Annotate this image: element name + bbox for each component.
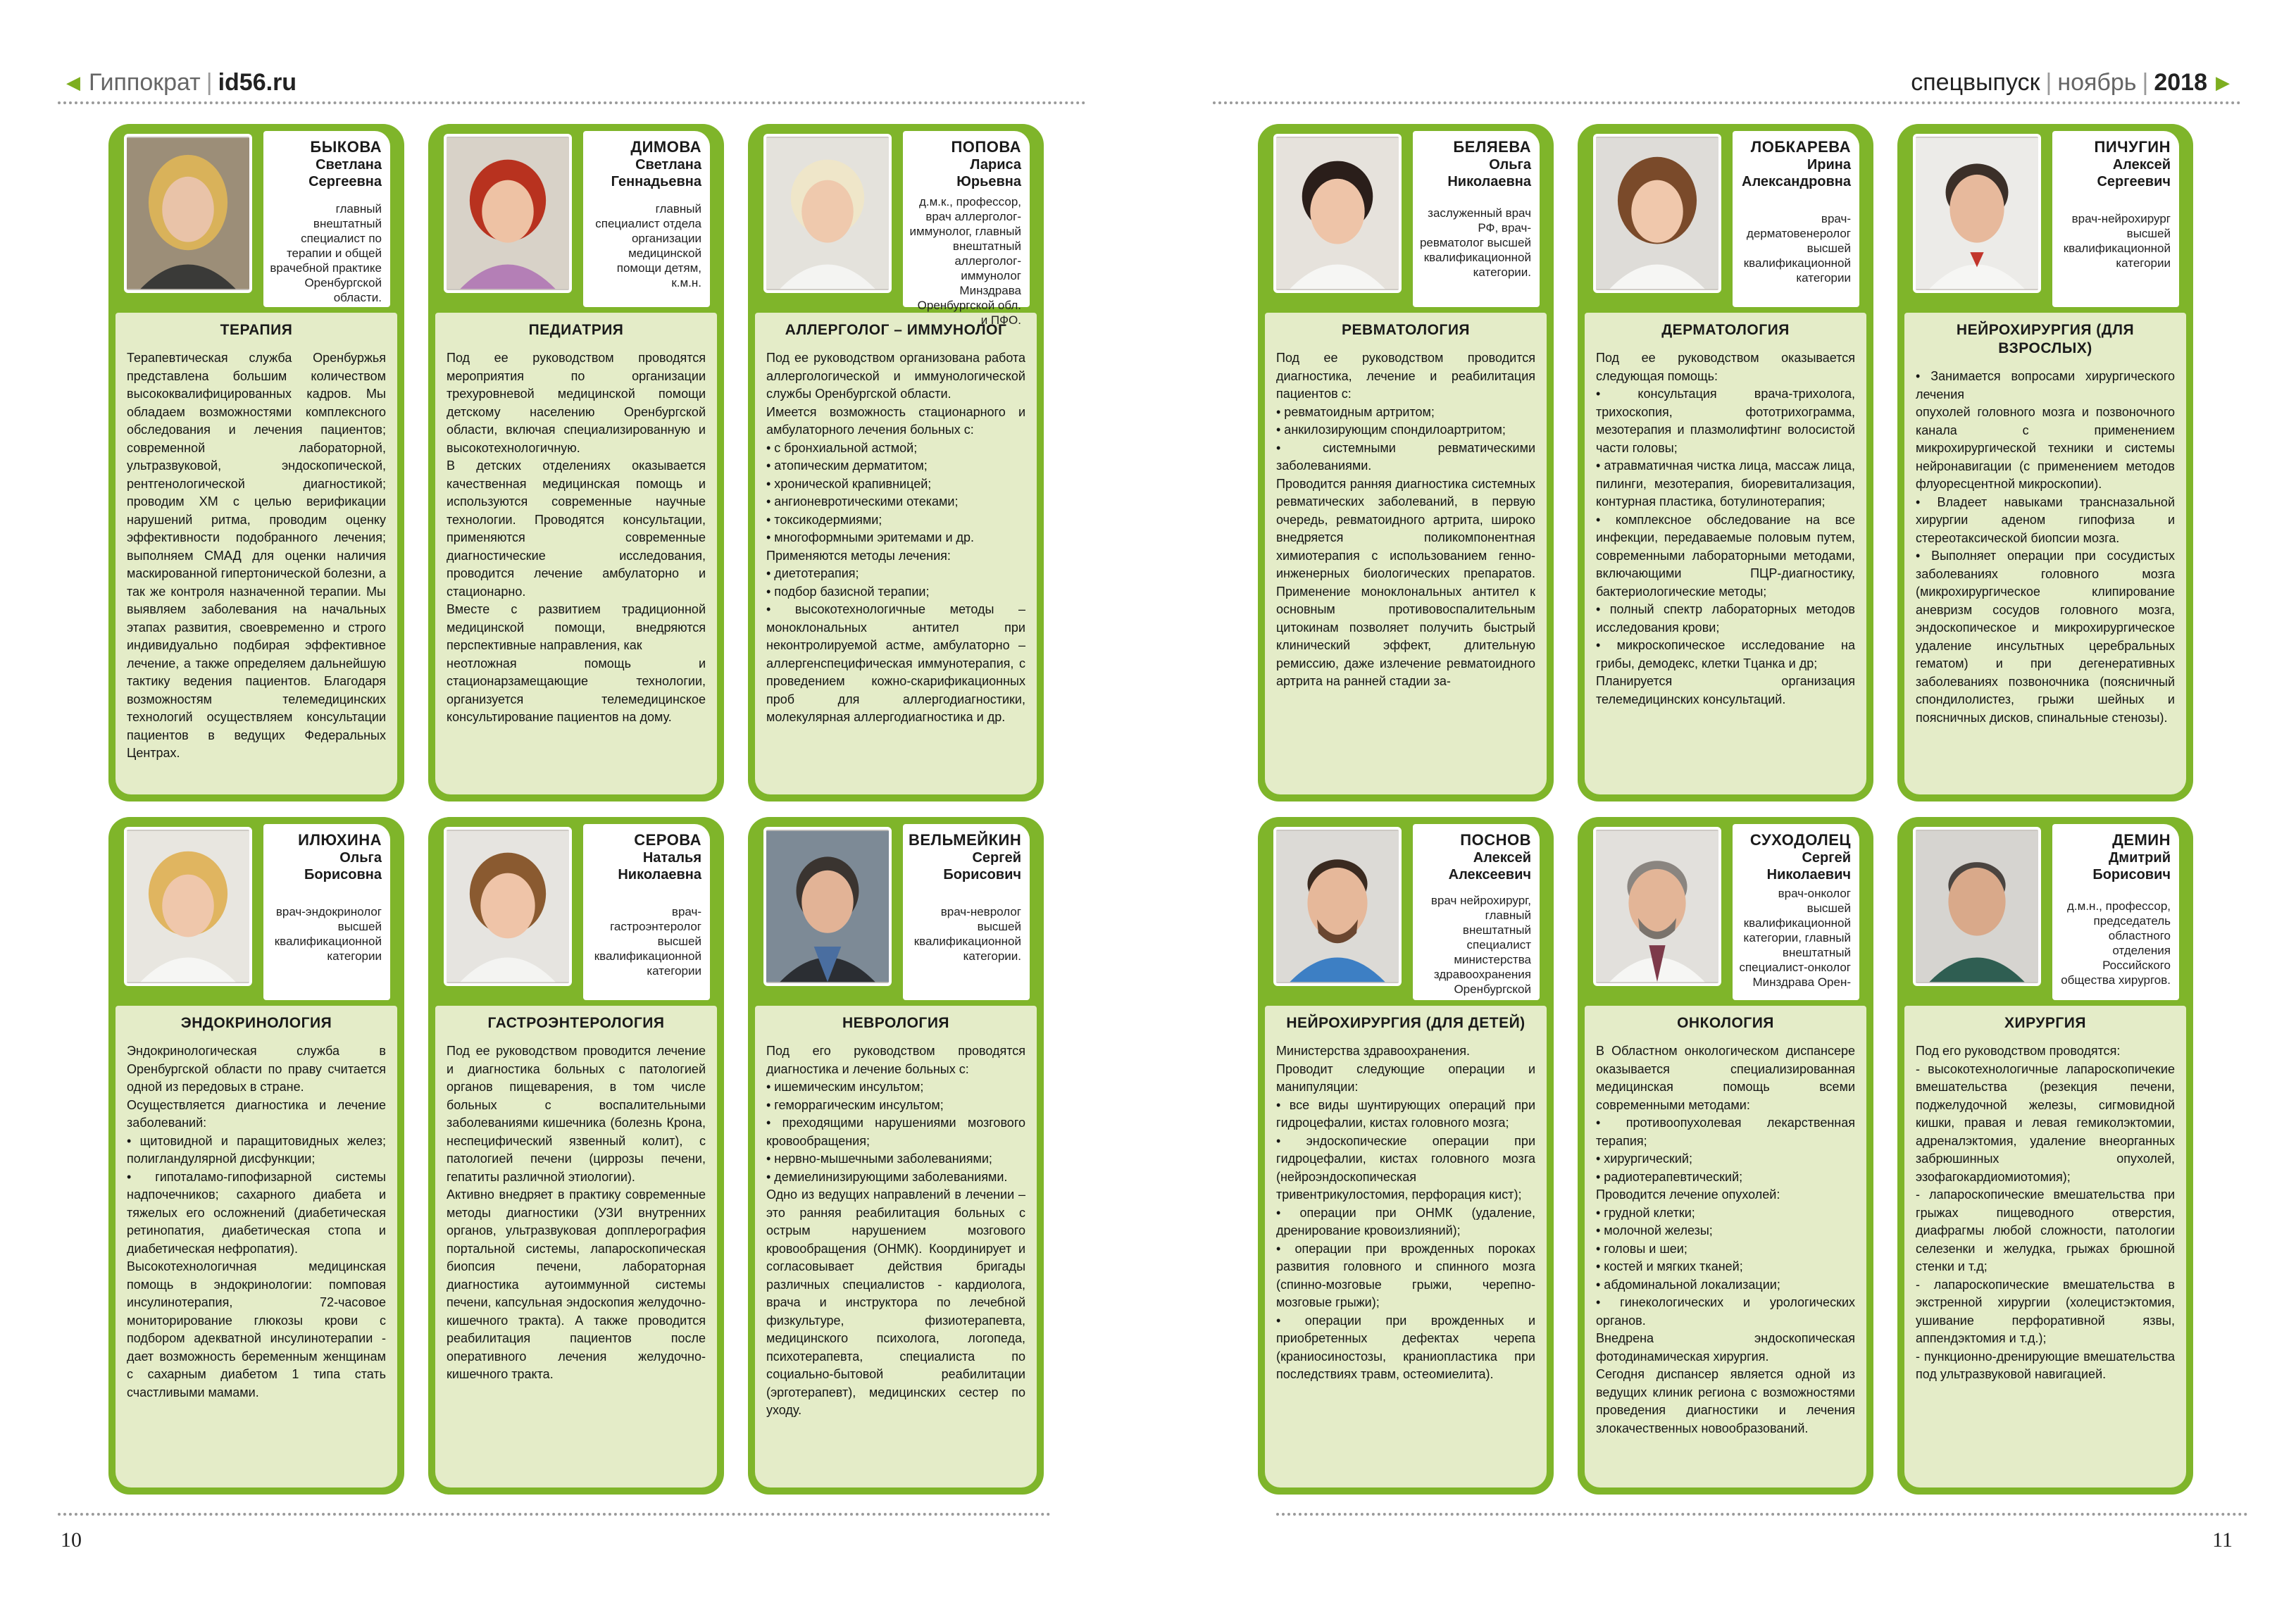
specialty-title: НЕВРОЛОГИЯ	[842, 1015, 950, 1031]
issue-label: спецвыпуск	[1911, 68, 2040, 96]
right-header	[1911, 65, 2238, 100]
doctor-photo	[124, 827, 252, 986]
specialty-title: ХИРУРГИЯ	[2004, 1015, 2086, 1031]
doctor-card	[748, 817, 1044, 1495]
doctor-surname: ВЕЛЬМЕЙКИН	[909, 831, 1022, 849]
specialty-title: ТЕРАПИЯ	[220, 322, 293, 338]
doctor-photo	[1913, 134, 2041, 293]
card-body	[1265, 1006, 1547, 1487]
bottom-dotted-rule	[58, 1513, 1051, 1516]
card-body	[116, 313, 397, 794]
portrait-icon	[1276, 137, 1399, 290]
doctor-name: Лариса	[970, 157, 1021, 173]
card-header	[1585, 817, 1866, 1006]
doctor-card	[428, 817, 724, 1495]
card-body	[435, 1006, 717, 1487]
specialty-text: • Занимается вопросами хирургического лечения опухолей головного мозга и позвоночного канала с применением микрохирургической техники и системы нейронавигации (с применением методов флуоресцентной микроскопии). • Владеет навыками трансназальной хирургии аденом гипофиза и стереотаксической биопсии мозга. • Выполняет операции при сосудистых заболеваниях головного мозга (микрохирургическое клипирование аневризм сосудов головного мозга, эндоскопическое и микрохирургическое удаление инсультных церебральных гематом) и при дегенеративных заболеваниях позвоночника (поясничный спондилолистез, грыжи шейных и поясничных дисков, спинальные стенозы).	[1916, 369, 2175, 725]
header-separator: |	[206, 68, 213, 96]
doctor-card	[1258, 124, 1554, 802]
doctor-surname: ЛОБКАРЕВА	[1750, 138, 1851, 156]
doctor-card	[1897, 817, 2193, 1495]
specialty-text: Эндокринологическая служба в Оренбургской области по праву считается одной из передовых в стране. Осуществляется диагностика и лечение заболеваний: • щитовидной и паращитовидных желез; полигландулярной дисфункции; • гипоталамо-гипофизарной системы надпочечников; сахарного диабета и тяжелых его осложнений (диабетическая ретинопатия, диабетическая стопа и диабетическая нефропатия). Высокотехнологичная медицинская помощь в эндокринологии: помповая инсулинотерапия, 72-часовое мониторирование глюкозы крови с подбором адекватной инсулинотерапии - дает возможность беременным женщинам с сахарным диабетом 1 типа стать счастливыми мамами.	[127, 1044, 386, 1399]
specialty-text: Под ее руководством проводятся мероприятия по организации трехуровневой медицинской помощи детскому населению Оренбургской области, включая специализированную и высокотехнологичную. В детских отделениях оказывается качественная медицинская помощь и используются современные научные технологии. Проводятся консультации, применяются современные диагностические исследования, проводится лечение амбулаторно и стационарно. Вместе с развитием традиционной медицинской помощи, внедряются перспективные направления, как неотложная помощь и стационарзамещающие технологии, организуется телемедицинское консультирование пациентов на дому.	[447, 351, 706, 724]
doctor-name: Ольга	[1489, 157, 1531, 173]
doctor-info	[903, 824, 1030, 1000]
top-dotted-rule	[58, 101, 1086, 104]
doctor-name: Алексей	[2112, 157, 2171, 173]
doctor-photo	[1593, 134, 1721, 293]
doctor-patronymic: Сергеевич	[2097, 174, 2171, 189]
doctor-role: врач-гастроэнтеролог высшей квалификационной категории	[594, 905, 701, 978]
doctor-info	[1733, 824, 1859, 1000]
doctor-role: главный внештатный специалист по терапии и общей врачебной практике Оренбургской области.	[270, 202, 382, 304]
doctor-info	[583, 824, 710, 1000]
doctor-role: врач-невролог высшей квалификационной категории.	[913, 905, 1021, 963]
doctor-info	[2052, 824, 2179, 1000]
card-body	[1585, 313, 1866, 794]
doctor-role: врач-нейрохирург высшей квалификационной категории	[2063, 212, 2171, 270]
doctor-patronymic: Юрьевна	[956, 174, 1021, 189]
doctor-surname: БЫКОВА	[310, 138, 382, 156]
doctor-patronymic: Алексеевич	[1448, 867, 1531, 882]
portrait-icon	[1276, 830, 1399, 983]
doctor-surname: ПОПОВА	[951, 138, 1021, 156]
doctor-photo	[444, 827, 572, 986]
doctor-info	[263, 824, 390, 1000]
doctor-photo	[1273, 134, 1402, 293]
specialty-title: РЕВМАТОЛОГИЯ	[1341, 322, 1471, 338]
doctor-role: д.м.н., профессор, председатель областного отделения Российского общества хирургов.	[2061, 899, 2171, 987]
card-header	[1585, 124, 1866, 313]
card-header	[1904, 124, 2186, 313]
doctor-role: д.м.к., профессор, врач аллерголог-иммунолог, главный внештатный аллерголог-иммунолог Минздрава Оренбургской обл. и ПФО.	[909, 195, 1021, 327]
doctor-name: Дмитрий	[2109, 850, 2171, 866]
card-body	[435, 313, 717, 794]
doctor-role: врач нейрохирург, главный внештатный специалист министерства здравоохранения Оренбургской	[1430, 894, 1531, 996]
card-body	[116, 1006, 397, 1487]
portrait-icon	[1596, 137, 1718, 290]
doctor-photo	[124, 134, 252, 293]
doctor-photo	[1273, 827, 1402, 986]
issue-year: 2018	[2154, 68, 2207, 96]
doctor-info	[1413, 131, 1540, 307]
page-number: 11	[2212, 1528, 2233, 1552]
specialty-title: НЕЙРОХИРУРГИЯ (ДЛЯ ВЗРОСЛЫХ)	[1956, 322, 2135, 356]
card-body	[1265, 313, 1547, 794]
doctor-patronymic: Борисовна	[304, 867, 382, 882]
portrait-icon	[1916, 137, 2038, 290]
portrait-icon	[766, 137, 889, 290]
doctor-role: заслуженный врач РФ, врач-ревматолог высшей квалификационной категории.	[1419, 206, 1531, 279]
doctor-role: врач-онколог высшей квалификационной категории, главный внештатный специалист-онколог Минздрава Орен-	[1739, 887, 1851, 989]
issue-month: ноябрь	[2057, 68, 2137, 96]
doctor-card	[108, 817, 404, 1495]
card-header	[755, 817, 1037, 1006]
doctor-name: Светлана	[316, 157, 382, 173]
doctor-photo	[763, 134, 892, 293]
card-header	[755, 124, 1037, 327]
card-body	[755, 313, 1037, 794]
card-body	[1904, 313, 2186, 794]
doctor-info	[263, 131, 390, 307]
brand-name: Гиппократ	[89, 68, 201, 96]
doctor-role: главный специалист отдела организации медицинской помощи детям, к.м.н.	[595, 202, 701, 289]
doctor-card	[1578, 124, 1873, 802]
portrait-icon	[447, 830, 569, 983]
doctor-surname: СУХОДОЛЕЦ	[1749, 831, 1851, 849]
specialty-title: ПЕДИАТРИЯ	[528, 322, 624, 338]
specialty-title: ГАСТРОЭНТЕРОЛОГИЯ	[487, 1015, 665, 1031]
page-number: 10	[61, 1528, 82, 1552]
specialty-title: АЛЛЕРГОЛОГ – ИММУНОЛОГ	[785, 322, 1007, 338]
doctor-patronymic: Николаевна	[1447, 174, 1531, 189]
specialty-title: ЭНДОКРИНОЛОГИЯ	[180, 1015, 332, 1031]
doctor-info	[1413, 824, 1540, 1000]
card-header	[435, 124, 717, 313]
doctor-surname: БЕЛЯЕВА	[1453, 138, 1531, 156]
portrait-icon	[447, 137, 569, 290]
doctor-role: врач-дерматовенеролог высшей квалификационной категории	[1743, 212, 1851, 285]
arrow-right-icon[interactable]: ▶	[2216, 71, 2230, 93]
card-header	[435, 817, 717, 1006]
doctor-name: Ольга	[339, 850, 382, 866]
doctor-name: Светлана	[635, 157, 701, 173]
doctor-role: врач-эндокринолог высшей квалификационной категории	[274, 905, 382, 963]
right-page	[1148, 0, 2296, 1603]
specialty-text: В Областном онкологическом диспансере оказывается специализированная медицинская помощь всеми современными методами: • противоопухолевая лекарственная терапия; • хирургический; • радиотерапевтический; Проводится лечение опухолей: • грудной клетки; • молочной железы; • головы и шеи; • костей и мягких тканей; • абдоминальной локализации; • гинекологических и урологических органов. Внедрена эндоскопическая фотодинамическая хирургия. Сегодня диспансер является одной из ведущих клиник региона с возможностями проведения диагностики и лечения злокачественных новообразований.	[1596, 1044, 1855, 1435]
specialty-text: Под ее руководством проводится диагностика, лечение и реабилитация пациентов с: • ревматоидным артритом; • анкилозирующим спондилоартритом; • системными ревматическими заболеваниями. Проводится ранняя диагностика системных ревматических заболеваний, в первую очередь, ревматоидного артрита, широко внедряется поликомпонентная химиотерапия с использованием генно-инженерных биологических препаратов. Применение моноклональных антител к основным противовоспалительным цитокинам позволяет получить быстрый клинический эффект, длительную ремиссию, даже излечение ревматоидного артрита на ранней стадии за-	[1276, 351, 1535, 688]
site-name[interactable]: id56.ru	[218, 68, 297, 96]
specialty-text: Под ее руководством организована работа аллергологической и иммунологической службы Оренбургской области. Имеется возможность стационарного и амбулаторного лечения больных с: • с бронхиальной астмой; • атопическим дерматитом; • хронической крапивницей; • ангионевротическими отеками; • токсикодермиями; • многоформными эритемами и др. Применяются методы лечения: • диетотерапия; • подбор базисной терапии; • высокотехнологичные методы – моноклональных антител при неконтролируемой астме, амбулаторно – аллергенспецифическая иммунотерапия, с проведением кожно-скарификационных проб для аллергодиагностики, молекулярная аллергодиагностика и др.	[766, 351, 1025, 724]
doctor-info	[903, 131, 1030, 327]
doctor-card	[1897, 124, 2193, 802]
card-header	[116, 124, 397, 313]
doctor-card	[428, 124, 724, 802]
card-body	[755, 1006, 1037, 1487]
doctor-surname: ПОСНОВ	[1460, 831, 1531, 849]
specialty-text: Под ее руководством оказывается следующая помощь: • консультация врача-трихолога, трихоскопия, фототрихограмма, мезотерапия и плазмолифтинг волосистой части головы; • атравматичная чистка лица, массаж лица, пилинги, мезотерапия, биоревитализация, контурная пластика, ботулинотерапия; • комплексное обследование на все инфекции, передаваемые половым путем, современными лабораторными методами, включающими ПЦР-диагностику, бактериологические методы; • полный спектр лабораторных методов исследования крови; • микроскопическое исследование на грибы, демодекс, клетки Тцанка и др; Планируется организация телемедицинских консультаций.	[1596, 351, 1855, 706]
specialty-title: ОНКОЛОГИЯ	[1677, 1015, 1774, 1031]
specialty-title: ДЕРМАТОЛОГИЯ	[1661, 322, 1790, 338]
doctor-patronymic: Борисович	[2092, 867, 2171, 882]
card-header	[1265, 817, 1547, 1006]
left-header	[58, 65, 297, 100]
card-header	[116, 817, 397, 1006]
doctor-surname: ДИМОВА	[630, 138, 701, 156]
card-header	[1904, 817, 2186, 1006]
portrait-icon	[127, 137, 249, 290]
specialty-title: НЕЙРОХИРУРГИЯ (ДЛЯ ДЕТЕЙ)	[1286, 1015, 1526, 1031]
specialty-text: Под его руководством проводятся: - высокотехнологичные лапароскопичекие вмешательства (резекция печени, поджелудочной железы, сигмовидной кишки, правая и левая гемиколэктомии, адреналэктомия, удаление внеорганных забрюшинных опухолей, эзофагокардиомиотомия); - лапароскопические вмешательства при грыжах пищеводного отверстия, диафрагмы любой сложности, патологии селезенки и желудка, грыжах брюшной стенки и т.д; - лапароскопические вмешательства в экстренной хирургии (холецистэктомия, ушивание перфоративной язвы, аппендэктомия и т.д.); - пункционно-дренирующие вмешательства под ультразвуковой навигацией.	[1916, 1044, 2175, 1381]
doctor-surname: ДЕМИН	[2112, 831, 2171, 849]
portrait-icon	[766, 830, 889, 983]
doctor-surname: ПИЧУГИН	[2094, 138, 2171, 156]
header-separator: |	[2045, 68, 2052, 96]
card-header	[1265, 124, 1547, 313]
specialty-text: Терапевтическая служба Оренбуржья представлена большим количеством высококвалифицированных кадров. Мы обладаем возможностями комплексного обследования и лечения пациентов; современной лабораторной, ультразвуковой, эндоскопической, рентгенологической диагностикой; проводим ХМ с целью верификации нарушений ритма, проводим оценку эффективности подобранного лечения; выполняем СМАД для оценки наличия маскированной гипертонической болезни, а так же контроля назначенной терапии. Мы выявляем заболевания на начальных этапах развития, своевременно и строго индивидуально подбирая эффективное лечение, а также определяем дальнейшую тактику ведения пациентов. Благодаря возможностям телемедицинских технологий осуществляем консультации пациентов в ведущих Федеральных Центрах.	[127, 351, 386, 760]
doctor-name: Алексей	[1473, 850, 1531, 866]
portrait-icon	[1596, 830, 1718, 983]
doctor-patronymic: Александровна	[1742, 174, 1851, 189]
doctor-card	[1578, 817, 1873, 1495]
doctor-patronymic: Николаевна	[618, 867, 701, 882]
card-body	[1585, 1006, 1866, 1487]
doctor-photo	[444, 134, 572, 293]
doctor-card	[748, 124, 1044, 802]
bottom-dotted-rule	[1276, 1513, 2248, 1516]
doctor-name: Сергей	[1802, 850, 1851, 866]
header-separator: |	[2142, 68, 2149, 96]
arrow-left-icon[interactable]: ◀	[66, 71, 80, 93]
doctor-name: Сергей	[972, 850, 1021, 866]
doctor-card	[1258, 817, 1554, 1495]
portrait-icon	[1916, 830, 2038, 983]
doctor-name: Ирина	[1807, 157, 1851, 173]
doctor-info	[2052, 131, 2179, 307]
doctor-photo	[763, 827, 892, 986]
card-body	[1904, 1006, 2186, 1487]
portrait-icon	[127, 830, 249, 983]
top-dotted-rule	[1213, 101, 2241, 104]
doctor-patronymic: Сергеевна	[308, 174, 382, 189]
doctor-photo	[1593, 827, 1721, 986]
doctor-photo	[1913, 827, 2041, 986]
doctor-name: Наталья	[642, 850, 701, 866]
doctor-patronymic: Борисович	[943, 867, 1021, 882]
doctor-card	[108, 124, 404, 802]
specialty-text: Министерства здравоохранения. Проводит следующие операции и манипуляции: • все виды шунтирующих операций при гидроцефалии, кистах головного мозга; • эндоскопические операции при гидроцефалии, кистах головного мозга (нейроэндоскопическая тривентрикулостомия, перфорация кист); • операции при ОНМК (удаление, дренирование кровоизлияний); • операции при врожденных пороках развития головного и спинного мозга (спинно-мозговые грыжи, черепно-мозговые грыжи); • операции при врожденных и приобретенных дефектах черепа (краниосиностозы, краниопластика при последствиях травм, остеомиелита).	[1276, 1044, 1535, 1381]
doctor-surname: ИЛЮХИНА	[298, 831, 382, 849]
doctor-info	[1733, 131, 1859, 307]
specialty-text: Под его руководством проводятся диагностика и лечение больных с: • ишемическим инсультом; • геморрагическим инсультом; • преходящими нарушениями мозгового кровообращения; • нервно-мышечными заболеваниями; • демиелинизирующими заболеваниями. Одно из ведущих направлений в лечении – это ранняя реабилитация больных с острым нарушением мозгового кровообращения (ОНМК). Координирует и согласовывает действия бригады различных специалистов - кардиолога, врача и инструктора по лечебной физкультуре, физиотерапевта, медицинского психолога, логопеда, психотерапевта, специалиста по социально-бытовой реабилитации (эрготерапевт), медицинских сестер по уходу.	[766, 1044, 1025, 1417]
doctor-info	[583, 131, 710, 307]
specialty-text: Под ее руководством проводится лечение и диагностика больных с патологией органов пищеварения, в том числе больных с воспалительными заболеваниями кишечника (болезнь Крона, неспецифический язвенный колит), с патологией печени (циррозы печени, гепатиты различной этиологии). Активно внедряет в практику современные методы диагностики (УЗИ внутренних органов, ультразвуковая допплерография портальной системы, лапароскопическая биопсия печени, лабораторная диагностика аутоиммунной системы печени, капсульная эндоскопия желудочно-кишечного тракта). А также проводится реабилитация пациентов после оперативного лечения желудочно-кишечного тракта.	[447, 1044, 706, 1381]
doctor-patronymic: Геннадьевна	[611, 174, 701, 189]
doctor-patronymic: Николаевич	[1766, 867, 1851, 882]
doctor-surname: СЕРОВА	[634, 831, 701, 849]
